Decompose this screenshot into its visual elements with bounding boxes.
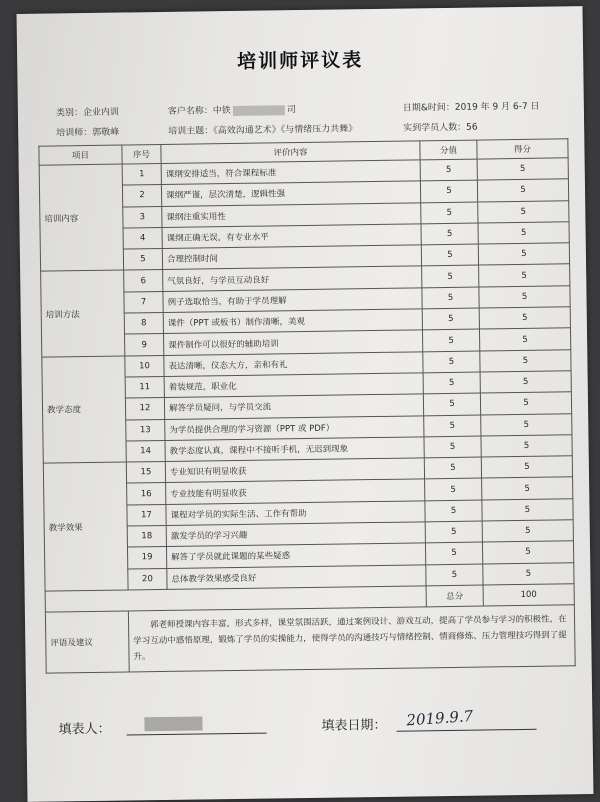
- row-content: 课纲正确无误，有专业水平: [162, 224, 421, 249]
- row-number: 11: [125, 376, 164, 398]
- form-title: 培训师评议表: [237, 49, 364, 73]
- row-content: 课纲安排适当，符合课程标准: [161, 160, 420, 185]
- row-points: 5: [481, 435, 572, 458]
- row-points: 5: [479, 264, 570, 287]
- evaluation-form-paper: [17, 6, 594, 802]
- row-content: 课纲注重实用性: [162, 202, 421, 227]
- category-cell: 培训方法: [41, 271, 125, 357]
- header-content: 评价内容: [161, 141, 420, 164]
- row-points: 5: [477, 179, 568, 202]
- row-score: 5: [423, 393, 480, 415]
- row-content: 课程对学员的实际生活、工作有帮助: [166, 501, 425, 526]
- header-no: 序号: [122, 144, 161, 164]
- row-score: 5: [426, 564, 483, 586]
- row-points: 5: [483, 562, 574, 585]
- row-points: 5: [479, 286, 570, 309]
- row-content: 解答了学员就此课题的某些疑惑: [166, 543, 425, 568]
- client-suffix: 司: [286, 105, 296, 116]
- handwritten-date: 2019.9.7: [405, 706, 474, 730]
- row-number: 6: [124, 270, 163, 292]
- category-cell: 教学效果: [43, 462, 128, 591]
- header-category: 项目: [39, 145, 122, 165]
- row-content: 表达清晰，仪态大方，亲和有礼: [164, 352, 423, 377]
- row-score: 5: [422, 308, 479, 330]
- row-content: 合理控制时间: [162, 245, 421, 270]
- row-content: 课件（PPT 或板书）制作清晰，美观: [163, 309, 422, 334]
- topic-field: 培训主题：《高效沟通艺术》《与情绪压力共舞》: [168, 124, 358, 137]
- fill-date-line: [397, 729, 537, 732]
- row-content: 为学员提供合理的学习资源（PPT 或 PDF）: [165, 415, 424, 440]
- filler-label: 填表人：: [58, 721, 111, 738]
- row-content: 激发学员的学习兴趣: [166, 522, 425, 547]
- row-points: 5: [479, 328, 570, 351]
- row-score: 5: [421, 244, 478, 266]
- row-content: 教学态度认真，课程中不接听手机，无迟到现象: [165, 437, 424, 462]
- row-score: 5: [420, 180, 477, 202]
- row-score: 5: [425, 500, 482, 522]
- row-number: 8: [124, 313, 163, 335]
- category-cell: 培训内容: [39, 164, 123, 272]
- header-points: 得分: [477, 139, 568, 159]
- row-score: 5: [424, 415, 481, 437]
- row-score: 5: [425, 521, 482, 543]
- row-score: 5: [420, 159, 477, 181]
- row-points: 5: [481, 456, 572, 479]
- row-score: 5: [422, 266, 479, 288]
- row-content: 着装规范，职业化: [164, 373, 423, 398]
- row-score: 5: [424, 457, 481, 479]
- row-number: 15: [126, 462, 165, 484]
- row-number: 16: [127, 483, 166, 505]
- row-score: 5: [423, 372, 480, 394]
- table-body: [39, 158, 575, 674]
- row-content: 总体教学效果感受良好: [167, 564, 426, 589]
- row-points: 5: [477, 158, 568, 181]
- attendance-field: 实到学员人数：56: [403, 122, 478, 134]
- trainer-field: 培训师：郭敬峰: [56, 127, 120, 139]
- row-points: 5: [482, 541, 573, 564]
- row-number: 20: [128, 568, 167, 590]
- row-number: 3: [123, 206, 162, 228]
- row-points: 5: [480, 349, 571, 372]
- row-content: 例子选取恰当，有助于学员理解: [163, 288, 422, 313]
- row-score: 5: [424, 436, 481, 458]
- row-number: 1: [122, 163, 161, 185]
- evaluation-table: [38, 138, 575, 674]
- row-points: 5: [482, 499, 573, 522]
- row-number: 9: [125, 334, 164, 356]
- evaluation-label: 评语及建议: [45, 611, 129, 673]
- row-points: 5: [478, 243, 569, 266]
- row-score: 5: [421, 202, 478, 224]
- evaluation-text: 郭老师授课内容丰富，形式多样，课堂氛围活跃，通过案例设计、游戏互动，提高了学员参与学习的积极性，在学习互动中感悟原理，锻炼了学员的实操能力，使得学员的沟通技巧与情绪控制、情商修炼、压力管理技巧得到了提升。: [128, 605, 575, 672]
- evaluation-row: [45, 605, 575, 673]
- row-number: 12: [125, 398, 164, 420]
- row-points: 5: [478, 222, 569, 245]
- row-points: 5: [479, 307, 570, 330]
- row-score: 5: [425, 478, 482, 500]
- row-content: 专业知识有明显收获: [165, 458, 424, 483]
- redaction-blur-signature: [144, 716, 202, 731]
- category-field: 类别：企业内训: [55, 107, 119, 119]
- row-points: 5: [478, 200, 569, 223]
- row-number: 10: [125, 355, 164, 377]
- row-number: 17: [127, 504, 166, 526]
- row-number: 19: [127, 547, 166, 569]
- row-points: 5: [481, 413, 572, 436]
- row-content: 解答学员疑问，与学员交流: [164, 394, 423, 419]
- row-content: 课纲严谨，层次清楚，逻辑性强: [161, 181, 420, 206]
- row-score: 5: [422, 287, 479, 309]
- row-score: 5: [422, 329, 479, 351]
- row-number: 4: [123, 227, 162, 249]
- row-score: 5: [423, 351, 480, 373]
- row-score: 5: [425, 542, 482, 564]
- filler-signature-line: [127, 733, 267, 736]
- category-cell: 教学态度: [42, 356, 126, 464]
- total-value: 100: [483, 584, 574, 607]
- date-field: 日期&时间：2019 年 9 月 6-7 日: [402, 101, 540, 114]
- client-prefix: 客户名称：中铁: [167, 106, 231, 117]
- row-number: 2: [122, 185, 161, 207]
- total-label: 总分: [426, 585, 483, 607]
- row-number: 18: [127, 525, 166, 547]
- row-points: 5: [480, 371, 571, 394]
- row-number: 13: [126, 419, 165, 441]
- row-content: 课件制作可以很好的辅助培训: [164, 330, 423, 355]
- row-number: 5: [123, 249, 162, 271]
- row-points: 5: [482, 477, 573, 500]
- redaction-blur: [233, 105, 285, 116]
- header-score: 分值: [420, 140, 477, 160]
- row-content: 专业技能有明显收获: [166, 479, 425, 504]
- row-number: 7: [124, 291, 163, 313]
- client-field: [168, 102, 296, 117]
- row-points: 5: [480, 392, 571, 415]
- row-content: 气氛良好，与学员互动良好: [163, 266, 422, 291]
- row-number: 14: [126, 440, 165, 462]
- row-score: 5: [421, 223, 478, 245]
- row-points: 5: [482, 520, 573, 543]
- fill-date-label: 填表日期：: [321, 717, 387, 734]
